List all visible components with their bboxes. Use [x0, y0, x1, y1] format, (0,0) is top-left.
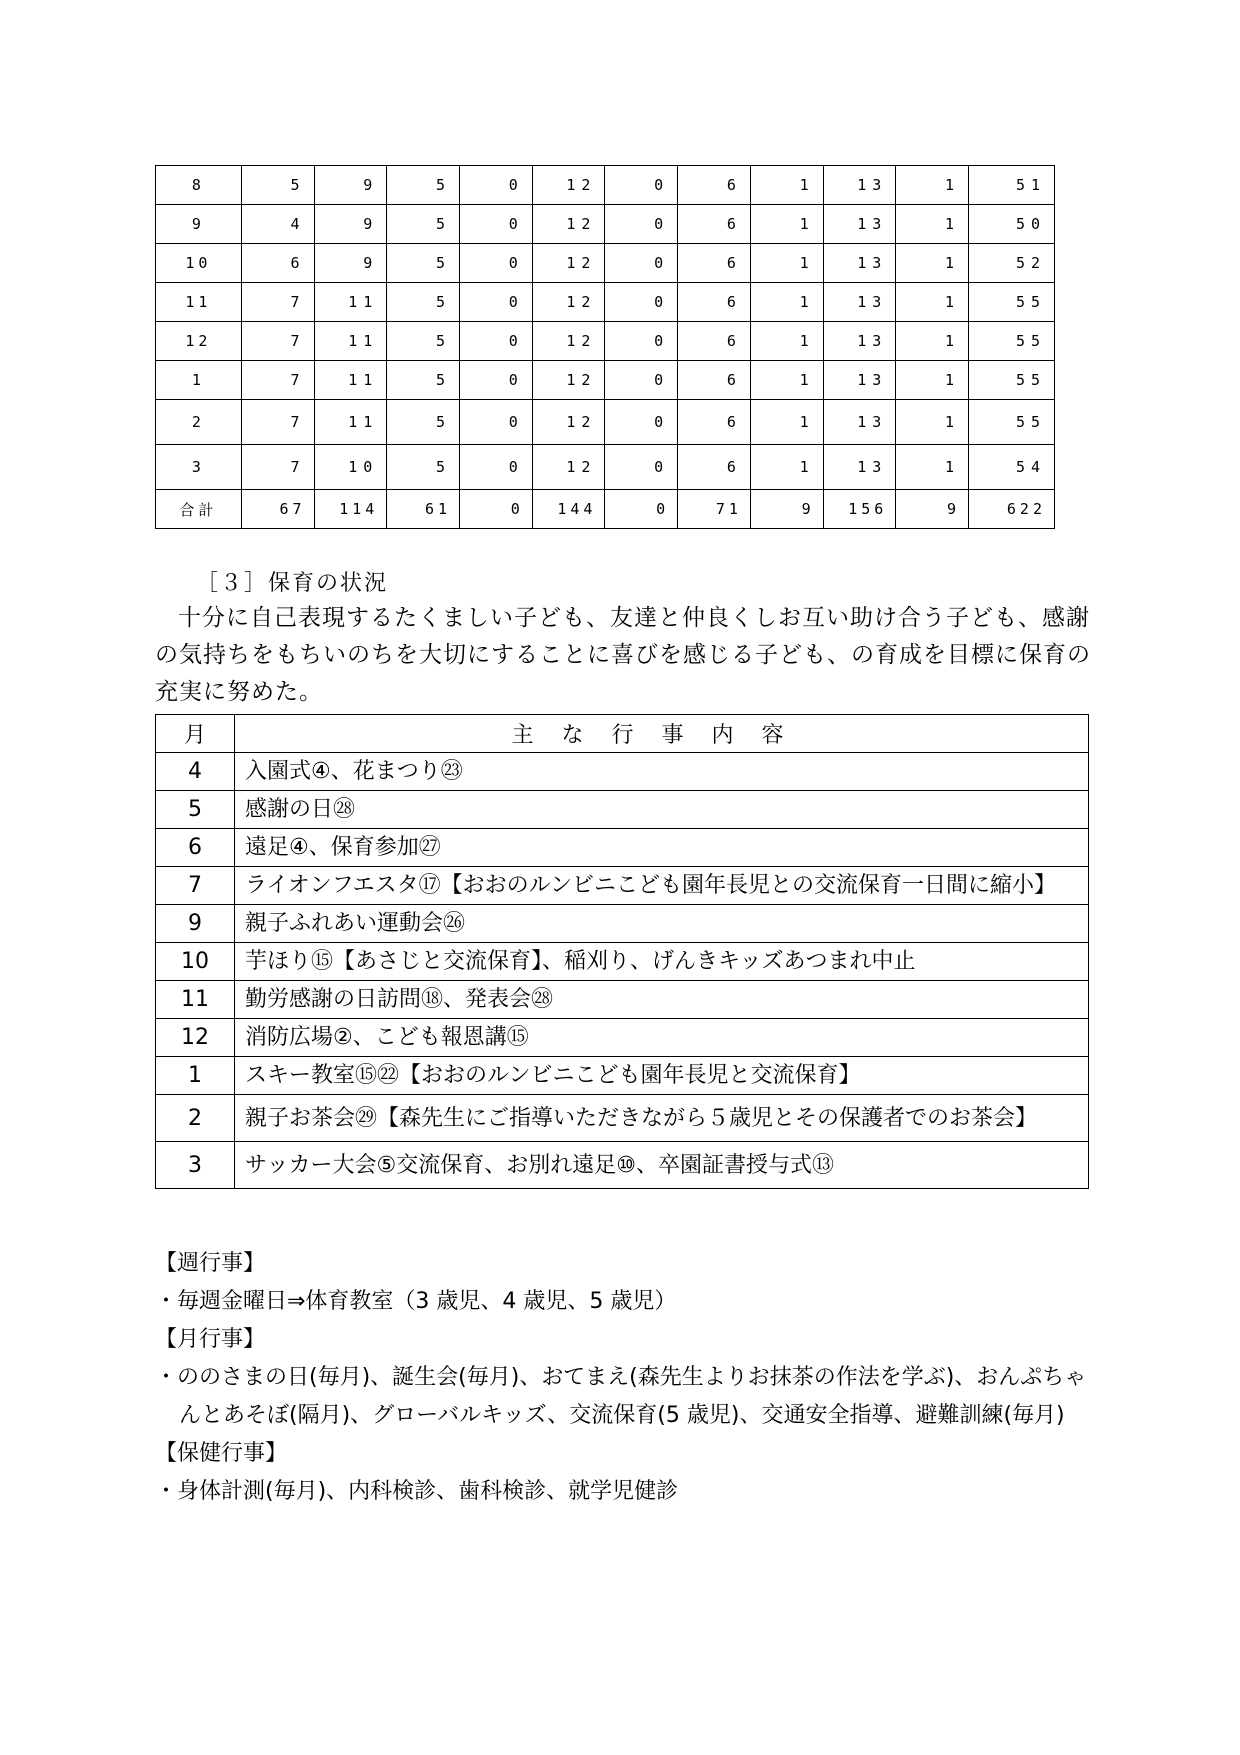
usage-value-cell: 9 — [314, 244, 387, 283]
usage-value-cell: 0 — [460, 283, 533, 322]
usage-value-cell: 11 — [314, 283, 387, 322]
usage-value-cell: 1 — [750, 400, 823, 445]
events-content-cell: 芋ほり⑮【あさじと交流保育】、稲刈り、げんきキッズあつまれ中止 — [235, 943, 1089, 981]
usage-value-cell: 1 — [896, 400, 969, 445]
usage-value-cell: 1 — [896, 244, 969, 283]
usage-month-cell: 1 — [156, 361, 242, 400]
usage-row — [156, 283, 1055, 322]
usage-value-cell: 55 — [969, 400, 1055, 445]
usage-value-cell: 5 — [387, 361, 460, 400]
events-content-cell: 感謝の日㉘ — [235, 791, 1089, 829]
usage-value-cell: 6 — [678, 445, 751, 490]
usage-value-cell: 0 — [460, 244, 533, 283]
events-month-cell: 3 — [156, 1142, 235, 1189]
usage-value-cell: 7 — [241, 400, 314, 445]
usage-value-cell: 9 — [896, 490, 969, 529]
events-row — [156, 791, 1089, 829]
events-month-cell: 10 — [156, 943, 235, 981]
usage-table-body — [156, 166, 1055, 529]
usage-value-cell: 114 — [314, 490, 387, 529]
usage-value-cell: 9 — [314, 205, 387, 244]
usage-value-cell: 1 — [750, 283, 823, 322]
events-month-cell: 7 — [156, 867, 235, 905]
events-content-cell: 親子お茶会㉙【森先生にご指導いただきながら５歳児とその保護者でのお茶会】 — [235, 1095, 1089, 1142]
usage-value-cell: 13 — [823, 205, 896, 244]
usage-value-cell: 11 — [314, 400, 387, 445]
usage-row — [156, 205, 1055, 244]
usage-value-cell: 6 — [678, 166, 751, 205]
notes — [155, 1245, 1095, 1511]
usage-value-cell: 5 — [387, 244, 460, 283]
usage-value-cell: 0 — [460, 445, 533, 490]
health-item: ・身体計測(毎月)、内科検診、歯科検診、就学児健診 — [155, 1479, 679, 1504]
usage-value-cell: 12 — [532, 445, 605, 490]
usage-row — [156, 322, 1055, 361]
usage-value-cell: 0 — [605, 205, 678, 244]
usage-value-cell: 0 — [460, 205, 533, 244]
usage-value-cell: 50 — [969, 205, 1055, 244]
usage-value-cell: 0 — [605, 400, 678, 445]
usage-month-cell: 12 — [156, 322, 242, 361]
events-month-cell: 4 — [156, 753, 235, 791]
usage-value-cell: 0 — [605, 322, 678, 361]
usage-month-cell: 8 — [156, 166, 242, 205]
events-table-body — [156, 753, 1089, 1189]
monthly-heading: 【月行事】 — [155, 1327, 266, 1352]
events-row — [156, 753, 1089, 791]
usage-value-cell: 55 — [969, 361, 1055, 400]
usage-value-cell: 1 — [896, 445, 969, 490]
usage-value-cell: 0 — [460, 166, 533, 205]
usage-value-cell: 1 — [750, 361, 823, 400]
events-content-cell: ライオンフエスタ⑰【おおのルンビニこども園年長児との交流保育一日間に縮小】 — [235, 867, 1089, 905]
events-content-cell: スキー教室⑮㉒【おおのルンビニこども園年長児と交流保育】 — [235, 1057, 1089, 1095]
usage-value-cell: 6 — [678, 322, 751, 361]
usage-value-cell: 0 — [460, 322, 533, 361]
usage-value-cell: 12 — [532, 322, 605, 361]
usage-value-cell: 12 — [532, 283, 605, 322]
events-row — [156, 981, 1089, 1019]
usage-value-cell: 0 — [605, 490, 678, 529]
usage-row — [156, 445, 1055, 490]
usage-value-cell: 12 — [532, 244, 605, 283]
usage-value-cell: 13 — [823, 166, 896, 205]
usage-value-cell: 1 — [750, 244, 823, 283]
usage-value-cell: 7 — [241, 283, 314, 322]
usage-table — [155, 165, 1055, 529]
usage-value-cell: 5 — [387, 205, 460, 244]
usage-value-cell: 0 — [460, 490, 533, 529]
usage-value-cell: 6 — [678, 205, 751, 244]
usage-value-cell: 13 — [823, 445, 896, 490]
usage-value-cell: 7 — [241, 361, 314, 400]
section-heading: ［３］保育の状況 — [196, 571, 389, 596]
usage-value-cell: 54 — [969, 445, 1055, 490]
usage-value-cell: 51 — [969, 166, 1055, 205]
usage-value-cell: 5 — [387, 166, 460, 205]
usage-value-cell: 13 — [823, 361, 896, 400]
events-row — [156, 1095, 1089, 1142]
usage-value-cell: 6 — [678, 361, 751, 400]
events-row — [156, 867, 1089, 905]
usage-value-cell: 1 — [750, 166, 823, 205]
usage-value-cell: 1 — [750, 445, 823, 490]
events-table — [155, 714, 1089, 1189]
usage-row — [156, 166, 1055, 205]
usage-month-cell: 2 — [156, 400, 242, 445]
usage-value-cell: 1 — [896, 205, 969, 244]
section-intro: 十分に自己表現するたくましい子ども、友達と仲良くしお互い助け合う子ども、感謝の気持ちをもちいのちを大切にすることに喜びを感じる子ども、の育成を目標に保育の充実に努めた。 — [155, 605, 1091, 705]
usage-value-cell: 13 — [823, 322, 896, 361]
usage-value-cell: 11 — [314, 322, 387, 361]
usage-value-cell: 13 — [823, 400, 896, 445]
usage-value-cell: 1 — [896, 166, 969, 205]
events-row — [156, 1142, 1089, 1189]
usage-month-cell: 10 — [156, 244, 242, 283]
usage-value-cell: 52 — [969, 244, 1055, 283]
events-month-cell: 11 — [156, 981, 235, 1019]
usage-value-cell: 0 — [605, 244, 678, 283]
usage-value-cell: 144 — [532, 490, 605, 529]
events-row — [156, 1057, 1089, 1095]
usage-month-cell: 合計 — [156, 490, 242, 529]
events-header-row — [156, 715, 1089, 753]
usage-value-cell: 0 — [605, 283, 678, 322]
usage-value-cell: 0 — [605, 445, 678, 490]
events-header-content: 主な行事内容 — [235, 715, 1089, 753]
usage-value-cell: 6 — [678, 244, 751, 283]
usage-row — [156, 244, 1055, 283]
usage-value-cell: 12 — [532, 205, 605, 244]
events-row — [156, 1019, 1089, 1057]
usage-month-cell: 9 — [156, 205, 242, 244]
events-row — [156, 905, 1089, 943]
usage-value-cell: 9 — [750, 490, 823, 529]
health-heading: 【保健行事】 — [155, 1441, 288, 1466]
usage-value-cell: 12 — [532, 400, 605, 445]
usage-value-cell: 6 — [241, 244, 314, 283]
usage-row — [156, 361, 1055, 400]
usage-value-cell: 0 — [605, 361, 678, 400]
usage-value-cell: 5 — [241, 166, 314, 205]
usage-value-cell: 5 — [387, 400, 460, 445]
usage-value-cell: 6 — [678, 400, 751, 445]
events-content-cell: 入園式④、花まつり㉓ — [235, 753, 1089, 791]
events-month-cell: 1 — [156, 1057, 235, 1095]
monthly-item: ・ののさまの日(毎月)、誕生会(毎月)、おてまえ(森先生よりお抹茶の作法を学ぶ)、おんぷちゃんとあそぼ(隔月)、グローバルキッズ、交流保育(5 歳児)、交通安全指導、避難訓練(毎月) — [155, 1365, 1087, 1428]
usage-value-cell: 5 — [387, 445, 460, 490]
usage-value-cell: 13 — [823, 283, 896, 322]
events-content-cell: 消防広場②、こども報恩講⑮ — [235, 1019, 1089, 1057]
usage-value-cell: 156 — [823, 490, 896, 529]
weekly-heading: 【週行事】 — [155, 1251, 266, 1276]
events-header-month: 月 — [156, 715, 235, 753]
events-content-cell: 親子ふれあい運動会㉖ — [235, 905, 1089, 943]
usage-value-cell: 12 — [532, 361, 605, 400]
usage-value-cell: 622 — [969, 490, 1055, 529]
usage-value-cell: 10 — [314, 445, 387, 490]
usage-value-cell: 67 — [241, 490, 314, 529]
usage-value-cell: 61 — [387, 490, 460, 529]
usage-value-cell: 7 — [241, 322, 314, 361]
usage-value-cell: 0 — [460, 400, 533, 445]
usage-value-cell: 1 — [750, 205, 823, 244]
usage-row — [156, 400, 1055, 445]
usage-value-cell: 0 — [605, 166, 678, 205]
usage-value-cell: 13 — [823, 244, 896, 283]
usage-value-cell: 1 — [750, 322, 823, 361]
usage-value-cell: 11 — [314, 361, 387, 400]
usage-value-cell: 55 — [969, 283, 1055, 322]
weekly-item: ・毎週金曜日⇒体育教室（3 歳児、4 歳児、5 歳児） — [155, 1289, 677, 1314]
events-month-cell: 2 — [156, 1095, 235, 1142]
usage-month-cell: 3 — [156, 445, 242, 490]
usage-value-cell: 7 — [241, 445, 314, 490]
usage-value-cell: 9 — [314, 166, 387, 205]
usage-value-cell: 0 — [460, 361, 533, 400]
events-month-cell: 5 — [156, 791, 235, 829]
events-month-cell: 6 — [156, 829, 235, 867]
usage-value-cell: 5 — [387, 283, 460, 322]
events-content-cell: 遠足④、保育参加㉗ — [235, 829, 1089, 867]
events-month-cell: 12 — [156, 1019, 235, 1057]
events-month-cell: 9 — [156, 905, 235, 943]
usage-month-cell: 11 — [156, 283, 242, 322]
usage-value-cell: 5 — [387, 322, 460, 361]
events-content-cell: サッカー大会⑤交流保育、お別れ遠足⑩、卒園証書授与式⑬ — [235, 1142, 1089, 1189]
usage-value-cell: 71 — [678, 490, 751, 529]
usage-value-cell: 1 — [896, 283, 969, 322]
usage-value-cell: 1 — [896, 322, 969, 361]
usage-total-row — [156, 490, 1055, 529]
usage-value-cell: 1 — [896, 361, 969, 400]
events-row — [156, 943, 1089, 981]
usage-value-cell: 4 — [241, 205, 314, 244]
events-content-cell: 勤労感謝の日訪問⑱、発表会㉘ — [235, 981, 1089, 1019]
usage-value-cell: 6 — [678, 283, 751, 322]
usage-value-cell: 55 — [969, 322, 1055, 361]
events-row — [156, 829, 1089, 867]
usage-value-cell: 12 — [532, 166, 605, 205]
